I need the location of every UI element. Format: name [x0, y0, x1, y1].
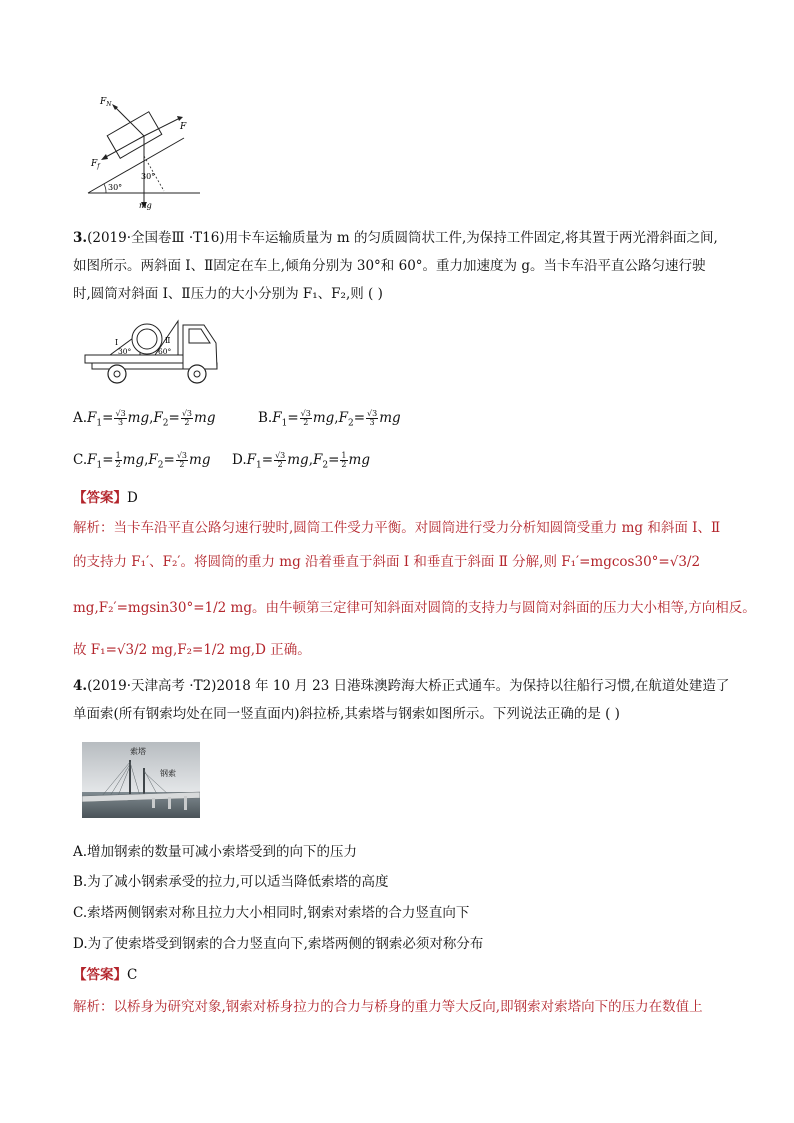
- q4-option-b[interactable]: B.为了减小钢索承受的拉力,可以适当降低索塔的高度: [73, 874, 389, 890]
- cable-label: 钢索: [160, 769, 176, 778]
- q3-source: (2019·全国卷Ⅲ ·T16): [87, 230, 225, 246]
- q3-option-b[interactable]: $B.F_1=$ $\frac{√3}{2}$ $mg,F_2=$ $\frac{√3}{3}$ mg: [258, 409, 401, 429]
- truck-figure: [80, 315, 225, 387]
- q3-analysis-line2: 的支持力 F₁′、F₂′。将圆筒的重力 mg 沿着垂直于斜面 Ⅰ 和垂直于斜面 Ⅱ 分解,则 F₁′=mgcos30°=√3/2: [73, 554, 701, 570]
- q3-analysis-line4: 故 F₁=√3/2 mg,F₂=1/2 mg,D 正确。: [73, 642, 311, 658]
- bridge-photo: [82, 742, 200, 818]
- q4-answer: [73, 965, 137, 985]
- q4-option-a[interactable]: A.增加钢索的数量可减小索塔受到的向下的压力: [73, 844, 358, 860]
- slope-one-label: Ⅰ: [115, 338, 119, 347]
- q4-stem-line1: 4.(2019·天津高考 ·T2)2018 年 10 月 23 日港珠澳跨海大桥正式通车。为保持以往船行习惯,在航道处建造了: [73, 678, 730, 694]
- answer-letter: C: [127, 967, 138, 983]
- fn-label: $F_N$: [100, 97, 112, 108]
- q3-option-d[interactable]: $D.F_1=$ $\frac{√3}{2}$ $mg,F_2=$ $\frac{1}{2}$ mg: [232, 451, 370, 471]
- q3-number: 3.: [73, 230, 88, 246]
- incline-force-diagram: [84, 96, 204, 211]
- rear-hub: [114, 371, 120, 377]
- mg-label: mg: [139, 201, 152, 210]
- slope-one-angle: 30°: [118, 347, 132, 356]
- q3-analysis-line1: 解析：当卡车沿平直公路匀速行驶时,圆筒工件受力平衡。对圆筒进行受力分析知圆筒受重力 mg 和斜面 Ⅰ、Ⅱ: [73, 520, 721, 536]
- q4-source: (2019·天津高考 ·T2): [87, 678, 217, 694]
- angle-arc-base: [104, 184, 106, 193]
- cylinder-inner: [137, 329, 157, 349]
- answer-tag: 【答案】: [73, 490, 127, 506]
- q4-number: 4.: [73, 678, 88, 694]
- q3-stem-line1: 3.(2019·全国卷Ⅲ ·T16)用卡车运输质量为 m 的匀质圆筒状工件,为保持工件固定,将其置于两光滑斜面之间,: [73, 230, 718, 246]
- friction-force-arrowhead: [101, 154, 108, 160]
- q3-answer: [73, 488, 138, 508]
- f-label: F: [180, 122, 187, 132]
- q4-stem-line2: 单面索(所有钢索均处在同一竖直面内)斜拉桥,其索塔与钢索如图所示。下列说法正确的是 ( ): [73, 706, 620, 722]
- slope-two-label: Ⅱ: [165, 336, 171, 345]
- answer-letter: D: [127, 490, 138, 506]
- q3-option-a[interactable]: $A.F_1=$ $\frac{√3}{3}$ $mg,F_2=$ $\frac{√3}{2}$ mg: [73, 409, 216, 429]
- q3-stem-line2: 如图所示。两斜面 Ⅰ、Ⅱ固定在车上,倾角分别为 30°和 60°。重力加速度为 g。当卡车沿平直公路匀速行驶: [73, 258, 706, 274]
- q3-analysis-line3: mg,F₂′=mgsin30°=1/2 mg。由牛顿第三定律可知斜面对圆筒的支持力与圆筒对斜面的压力大小相等,方向相反。: [73, 600, 756, 616]
- q4-analysis-line1: 解析：以桥身为研究对象,钢索对桥身拉力的合力与桥身的重力等大反向,即钢索对索塔向下的压力在数值上: [73, 999, 703, 1015]
- q3-option-c[interactable]: $C.F_1=$ $\frac{1}{2}$ $mg,F_2=$ $\frac{√3}{2}$ mg: [73, 451, 211, 471]
- angle-mid-label: 30°: [141, 172, 156, 181]
- truck-bed: [85, 355, 183, 363]
- q4-option-c[interactable]: C.索塔两侧钢索对称且拉力大小相同时,钢索对索塔的合力竖直向下: [73, 905, 470, 921]
- slope-two-angle: 60°: [158, 347, 172, 356]
- front-hub: [194, 371, 200, 377]
- answer-tag: 【答案】: [73, 967, 127, 983]
- q4-option-d[interactable]: D.为了使索塔受到钢索的合力竖直向下,索塔两侧的钢索必须对称分布: [73, 936, 484, 952]
- tower-label: 索塔: [130, 747, 146, 756]
- angle-base-label: 30°: [108, 183, 123, 192]
- ff-label: $F_f$: [91, 159, 100, 170]
- q3-stem-line3: 时,圆筒对斜面 Ⅰ、Ⅱ压力的大小分别为 F₁、F₂,则 ( ): [73, 286, 383, 302]
